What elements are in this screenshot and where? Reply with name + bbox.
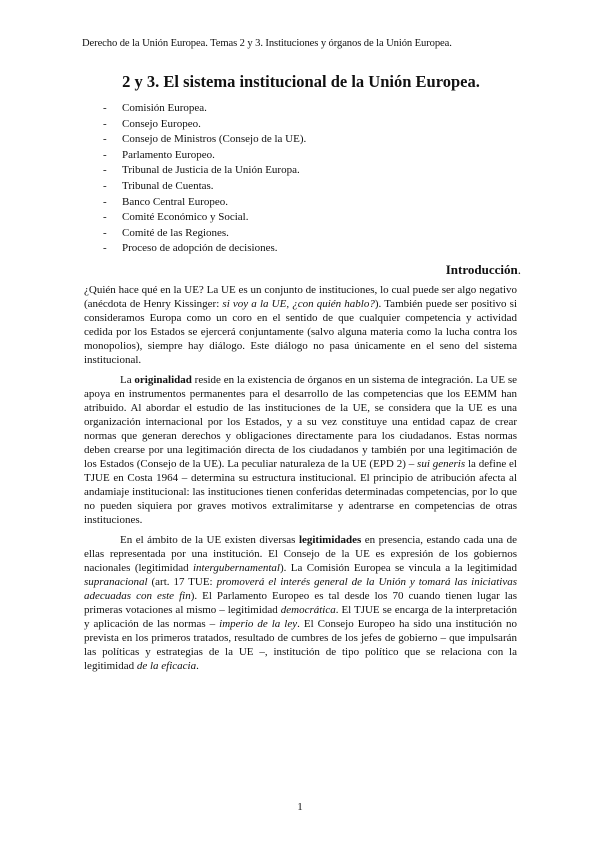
topic-list-item: - Comité de las Regiones. <box>103 226 306 242</box>
p3-term-supranacional: supranacional <box>84 576 148 589</box>
topic-list <box>103 101 306 257</box>
p2-text-a: La <box>120 374 135 387</box>
p2-term-originalidad: originalidad <box>134 374 192 387</box>
paragraph-2 <box>84 374 517 527</box>
p3-quote-art17: promoverá el interés general de la Unión y tomará las iniciativas adecuadas con este fin <box>84 576 517 603</box>
p3-term-imperio-ley: imperio de la ley <box>219 617 298 630</box>
p3-term-legitimidades: legitimidades <box>298 534 362 547</box>
p3-term-democratica: democrática <box>280 603 336 616</box>
paragraph-3 <box>84 534 517 673</box>
topic-list-item: - Tribunal de Cuentas. <box>103 179 306 195</box>
p3-text-g: (art. 17 TUE: <box>147 576 217 589</box>
p3-text-i: ). El Parlamento Europeo es tal desde los 70 cuando tienen lugar las primeras votaciones al mismo – legitimidad <box>84 590 517 616</box>
p2-text-c: reside en la existencia de órganos en un sistema de integración. La UE se apoya en instrumentos permanentes para el desarrollo de las competencias que los EEMM han atribuido. Al abordar el estudio de las instituciones de la UE, se considera que la UE es una organización internacional por los Estados, y a su vez constituye una entidad capaz de crear normas que generan derechos y obligaciones directamente para los ciudadanos. Estas normas deben crearse por una legitimación directa de los ciudadanos y también por una legitimación de los Estados (Consejo de la UE). La peculiar naturaleza de la UE (EPD 2) – <box>84 374 517 470</box>
section-heading-text: Introducción <box>445 262 518 277</box>
p3-term-intergubernamental: intergubernamental <box>192 562 280 575</box>
document-title: 2 y 3. El sistema institucional de la Unión Europea. <box>122 72 480 91</box>
p2-term-sui-generis: sui generis <box>417 457 466 470</box>
section-heading <box>446 262 521 278</box>
p3-text-m: . El Consejo Europeo ha sido una institución no prevista en los primeros tratados, resultado de cumbres de los jefes de gobierno – que impulsarán las políticas y estrategias de la UE –, institución de tipo político que se relaciona con la legitimidad <box>84 617 517 672</box>
p1-text-c: ). También puede ser positivo si consideramos Europa como un coro en el sentido de que cualquier competencia y actividad cedida por los Estados se ejercerá conjuntamente (salvo alguna materia como la lucha contra los monopolios), siempre hay diálogo. Este diálogo no pasa únicamente en el seno del sistema institucional. <box>84 297 518 366</box>
p1-quote: si voy a la UE, ¿con quién hablo? <box>222 297 375 310</box>
section-heading-dot: . <box>517 262 521 277</box>
p1-text-a: ¿Quién hace qué en la UE? La UE es un conjunto de instituciones, lo cual puede ser algo negativo (anécdota de Henry Kissinger: <box>84 284 517 310</box>
p3-text-e: ). La Comisión Europea se vincula a la legitimidad <box>279 562 518 575</box>
topic-list-item: - Tribunal de Justicia de la Unión Europa. <box>103 163 306 179</box>
topic-list-item: - Parlamento Europeo. <box>103 148 306 164</box>
topic-list-item: - Consejo Europeo. <box>103 117 306 133</box>
p3-text-o: . <box>196 659 199 672</box>
topic-list-item: - Consejo de Ministros (Consejo de la UE). <box>103 132 306 148</box>
page-number: 1 <box>297 801 303 813</box>
p3-term-eficacia: de la eficacia <box>136 659 197 672</box>
topic-list-item: - Comité Económico y Social. <box>103 210 306 226</box>
p2-text-e: la define el TJUE en Costa 1964 – determina su estructura institucional. El principio de atribución afecta al andamiaje institucional: las instituciones tienen conferidas determinadas competencias, por lo que no pueden siquiera por graves motivos extralimitarse y adentrarse en competencias de otras instituciones. <box>84 457 517 526</box>
topic-list-item: - Proceso de adopción de decisiones. <box>103 241 306 257</box>
p3-text-k: . El TJUE se encarga de la interpretación y aplicación de las normas – <box>84 603 517 630</box>
p3-text-c: en presencia, estando cada una de ellas representada por una institución. El Consejo de la UE es expresión de los gobiernos nacionales (legitimidad <box>84 534 517 575</box>
body-text <box>84 284 517 680</box>
p3-text-a: En el ámbito de la UE existen diversas <box>120 534 299 547</box>
topic-list-item: - Comisión Europea. <box>103 101 306 117</box>
running-header: Derecho de la Unión Europea. Temas 2 y 3. Instituciones y órganos de la Unión Europea. <box>82 38 452 49</box>
topic-list-item: - Banco Central Europeo. <box>103 195 306 211</box>
paragraph-1 <box>84 284 517 367</box>
